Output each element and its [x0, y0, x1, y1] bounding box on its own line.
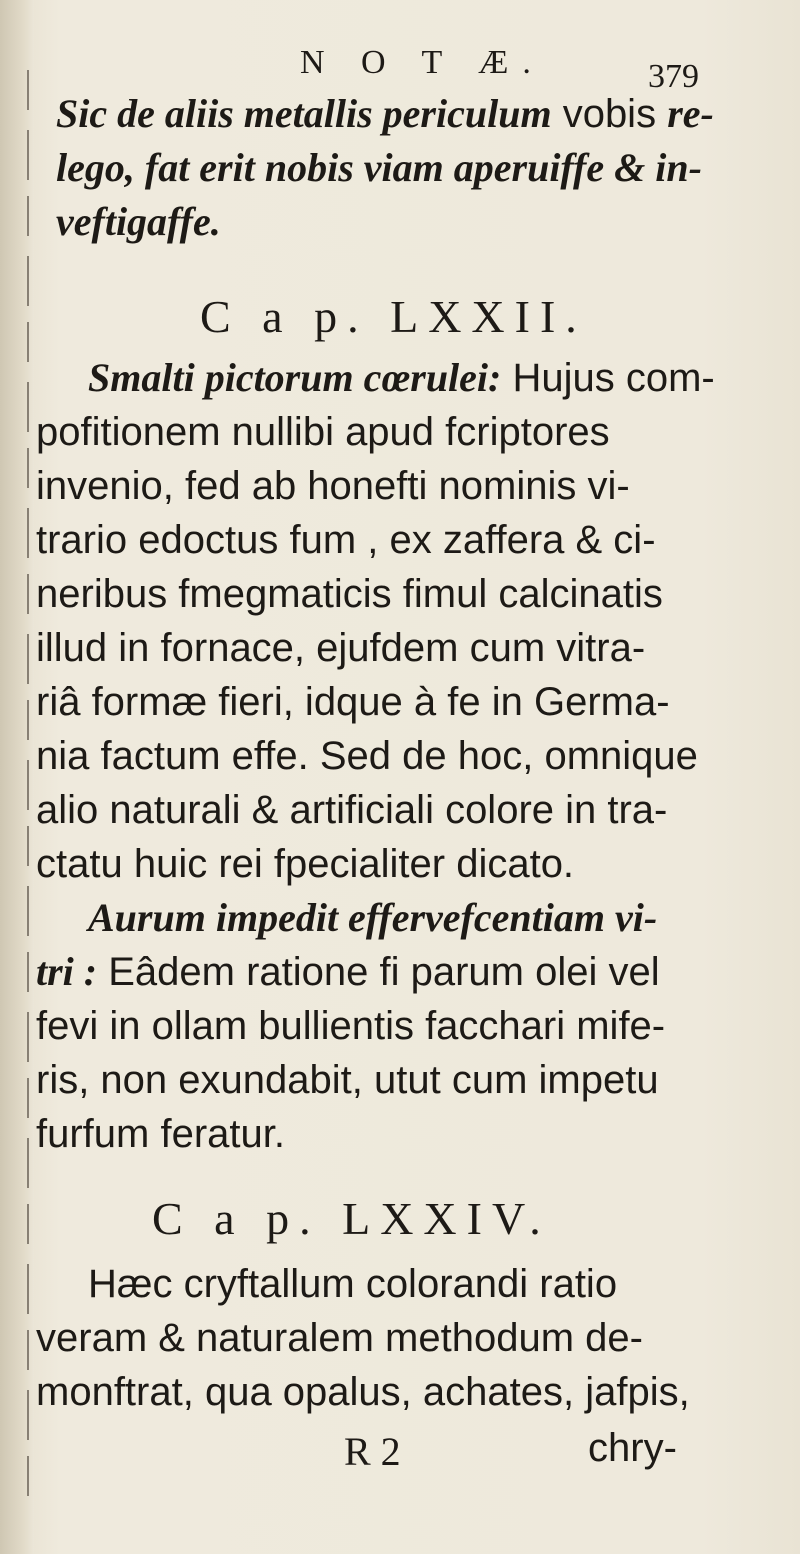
- text-line: tri : Eâdem ratione fi parum olei vel: [36, 949, 660, 994]
- gutter-shadow-line: [27, 70, 29, 1510]
- text-line: neribus fmegmaticis fimul calcinatis: [36, 572, 663, 616]
- text-line: invenio, fed ab honefti nominis vi-: [36, 464, 630, 508]
- text-line: Sic de aliis metallis periculum vobis re-: [56, 91, 714, 136]
- running-header: N O T Æ.: [300, 44, 545, 81]
- text-line: ris, non exundabit, utut cum impetu: [36, 1058, 659, 1102]
- text-line: ctatu huic rei fpecialiter dicato.: [36, 842, 575, 886]
- text-line: pofitionem nullibi apud fcriptores: [36, 410, 610, 454]
- page-number: 379: [648, 58, 699, 95]
- text-line: Hæc cryftallum colorandi ratio: [88, 1262, 618, 1306]
- text-line: trario edoctus fum , ex zaffera & ci-: [36, 518, 656, 562]
- text-line: alio naturali & artificiali colore in tra-: [36, 788, 668, 832]
- text-line: Smalti pictorum cœrulei: Hujus com-: [88, 355, 715, 400]
- text-line: fevi in ollam bullientis facchari mife-: [36, 1004, 666, 1048]
- text-line: illud in fornace, ejufdem cum vitra-: [36, 626, 646, 670]
- signature-mark: R 2: [344, 1429, 401, 1474]
- text-line: monftrat, qua opalus, achates, jafpis,: [36, 1370, 690, 1414]
- text-line: Aurum impedit effervefcentiam vi-: [88, 895, 658, 940]
- text-line: lego, fat erit nobis viam aperuiffe & in-: [56, 145, 702, 190]
- text-line: riâ formæ fieri, idque à fe in Germa-: [36, 680, 670, 724]
- text-line: veram & naturalem methodum de-: [36, 1316, 643, 1360]
- chapter-heading: C a p. LXXIV.: [152, 1193, 551, 1244]
- text-line: veftigaffe.: [56, 199, 221, 244]
- chapter-heading: C a p. LXXII.: [200, 291, 587, 342]
- catchword: chry-: [588, 1426, 677, 1470]
- text-line: nia factum effe. Sed de hoc, omnique: [36, 734, 698, 778]
- text-line: furfum feratur.: [36, 1112, 285, 1156]
